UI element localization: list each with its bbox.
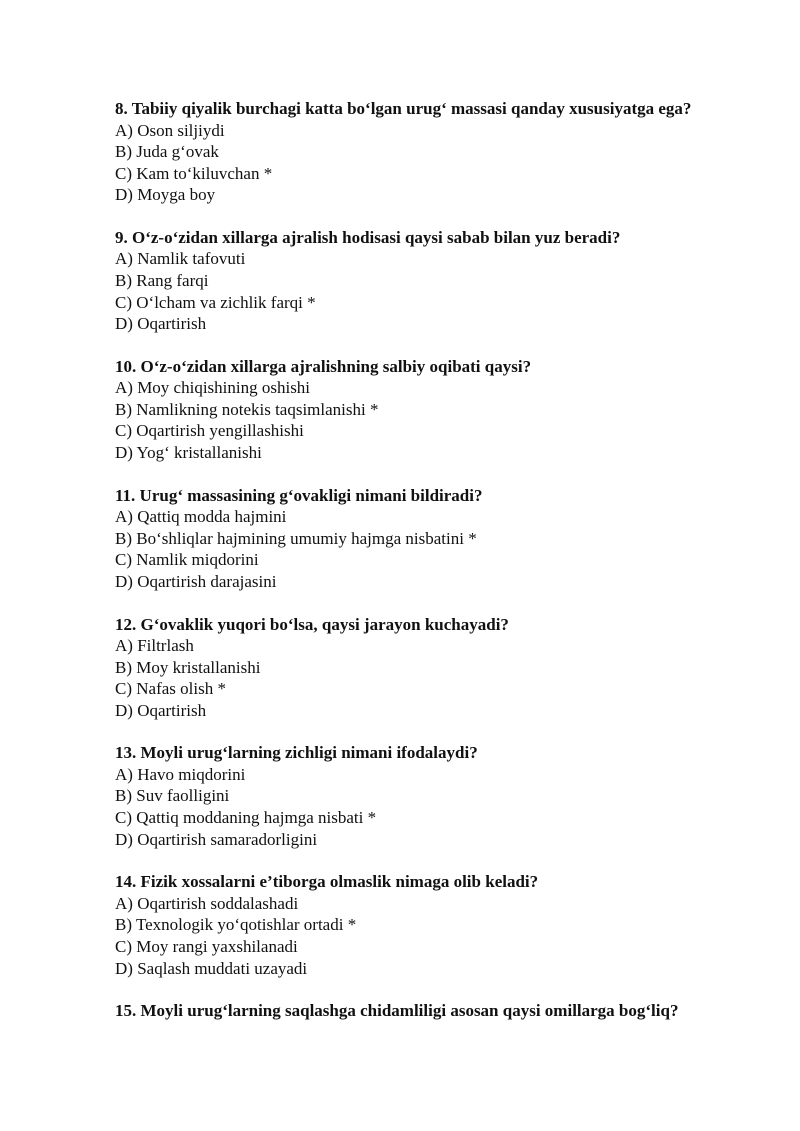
answer-option: C) O‘lcham va zichlik farqi * [115,292,316,312]
question-text: 14. Fizik xossalarni e’tiborga olmaslik nimaga olib keladi? [115,872,539,892]
answer-options [115,764,745,850]
answer-option: D) Oqartirish [115,700,207,720]
answer-option: D) Oqartirish darajasini [115,571,277,591]
question-list [115,98,745,1043]
question-item [115,871,745,979]
answer-option: D) Oqartirish [115,314,207,334]
question-item [115,614,745,722]
answer-option: C) Moy rangi yaxshilanadi [115,936,298,956]
answer-option: B) Texnologik yo‘qotishlar ortadi * [115,915,357,935]
question-text: 12. G‘ovaklik yuqori bo‘lsa, qaysi jarayon kuchayadi? [115,614,509,634]
answer-option: C) Nafas olish * [115,679,226,699]
answer-option: C) Namlik miqdorini [115,550,259,570]
answer-options [115,120,745,206]
answer-option: A) Namlik tafovuti [115,249,246,269]
answer-option: A) Oson siljiydi [115,120,225,140]
answer-option: D) Oqartirish samaradorligini [115,829,318,849]
answer-options [115,893,745,979]
question-item [115,742,745,850]
answer-option: C) Qattiq moddaning hajmga nisbati * [115,808,377,828]
answer-option: A) Filtrlash [115,636,194,655]
answer-option: A) Havo miqdorini [115,764,246,784]
question-text: 10. O‘z-o‘zidan xillarga ajralishning salbiy oqibati qaysi? [115,356,532,376]
answer-option: B) Moy kristallanishi [115,657,261,677]
answer-option: B) Juda g‘ovak [115,142,219,162]
question-item [115,356,745,464]
answer-options [115,635,745,721]
answer-option: B) Bo‘shliqlar hajmining umumiy hajmga nisbatini * [115,528,477,548]
question-text: 11. Urug‘ massasining g‘ovakligi nimani bildiradi? [115,485,483,505]
answer-option: B) Suv faolligini [115,786,230,806]
question-item [115,485,745,593]
question-text: 9. O‘z-o‘zidan xillarga ajralish hodisasi qaysi sabab bilan yuz beradi? [115,227,621,247]
answer-option: D) Yog‘ kristallanishi [115,443,262,463]
answer-option: D) Moyga boy [115,185,216,205]
question-text: 13. Moyli urug‘larning zichligi nimani ifodalaydi? [115,743,478,763]
answer-option: C) Kam to‘kiluvchan * [115,163,273,183]
answer-option: C) Oqartirish yengillashishi [115,421,304,441]
answer-options [115,506,745,592]
answer-options [115,248,745,334]
question-text: 15. Moyli urug‘larning saqlashga chidamliligi asosan qaysi omillarga bog‘liq? [115,1001,679,1021]
question-item [115,1000,745,1022]
answer-options [115,377,745,463]
question-item [115,227,745,335]
question-item [115,98,745,206]
question-text: 8. Tabiiy qiyalik burchagi katta bo‘lgan urug‘ massasi qanday xususiyatga ega? [115,99,692,118]
answer-option: A) Moy chiqishining oshishi [115,378,311,398]
answer-option: D) Saqlash muddati uzayadi [115,958,308,978]
answer-option: A) Oqartirish soddalashadi [115,893,299,913]
answer-option: B) Namlikning notekis taqsimlanishi * [115,399,379,419]
answer-option: A) Qattiq modda hajmini [115,507,287,527]
answer-option: B) Rang farqi [115,270,209,290]
